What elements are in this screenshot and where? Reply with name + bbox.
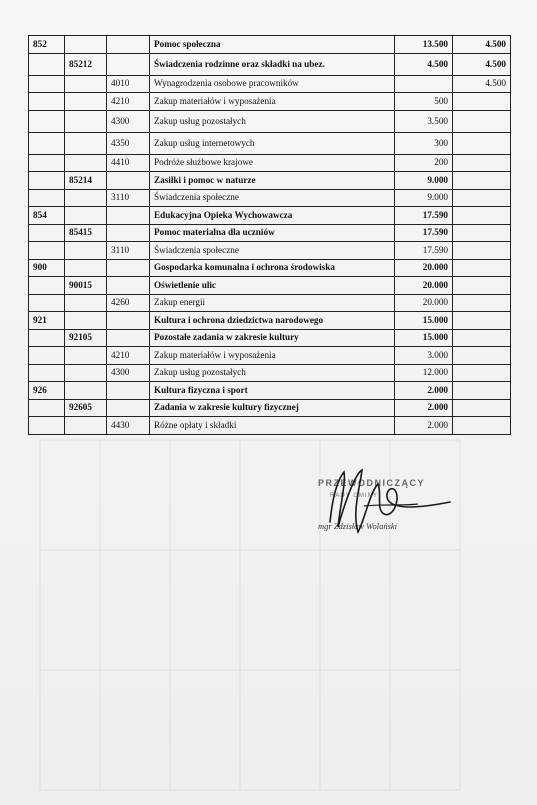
col-nazwa: Kultura i ochrona dziedzictwa narodowego xyxy=(150,312,395,330)
table-row xyxy=(29,224,511,242)
col-kwota-2 xyxy=(453,154,511,172)
col-rozdzial xyxy=(65,36,107,54)
col-paragraf: 4260 xyxy=(107,294,150,312)
col-paragraf xyxy=(107,399,150,417)
col-kwota-1: 17.590 xyxy=(395,207,453,225)
table-row xyxy=(29,259,511,277)
col-rozdzial xyxy=(65,207,107,225)
col-paragraf: 4430 xyxy=(107,417,150,435)
col-nazwa: Świadczenia rodzinne oraz składki na ubez. xyxy=(150,53,395,75)
col-rozdzial xyxy=(65,110,107,132)
stamp-title: PRZEWODNICZĄCY xyxy=(318,478,425,488)
col-dzial: 921 xyxy=(29,312,65,330)
stamp-name: mgr Zdzisław Wolański xyxy=(318,521,398,531)
col-paragraf xyxy=(107,53,150,75)
table-row xyxy=(29,417,511,435)
col-rozdzial xyxy=(65,347,107,365)
col-nazwa: Zakup usług internetowych xyxy=(150,132,395,154)
col-kwota-2 xyxy=(453,259,511,277)
col-kwota-2 xyxy=(453,347,511,365)
table-row xyxy=(29,347,511,365)
col-rozdzial xyxy=(65,294,107,312)
col-dzial: 900 xyxy=(29,259,65,277)
col-paragraf: 3110 xyxy=(107,242,150,260)
col-rozdzial xyxy=(65,364,107,382)
col-dzial xyxy=(29,110,65,132)
col-kwota-2 xyxy=(453,207,511,225)
col-dzial xyxy=(29,329,65,347)
col-paragraf: 4410 xyxy=(107,154,150,172)
col-kwota-2 xyxy=(453,132,511,154)
table-row xyxy=(29,329,511,347)
col-kwota-1: 9.000 xyxy=(395,189,453,207)
col-kwota-1: 15.000 xyxy=(395,329,453,347)
col-kwota-2 xyxy=(453,329,511,347)
col-nazwa: Zakup materiałów i wyposażenia xyxy=(150,93,395,111)
col-kwota-2 xyxy=(453,417,511,435)
col-kwota-2 xyxy=(453,93,511,111)
col-kwota-2 xyxy=(453,110,511,132)
col-paragraf: 4210 xyxy=(107,93,150,111)
col-kwota-1: 20.000 xyxy=(395,259,453,277)
col-kwota-1: 20.000 xyxy=(395,277,453,295)
table-row xyxy=(29,53,511,75)
col-dzial xyxy=(29,172,65,190)
col-rozdzial xyxy=(65,382,107,400)
col-kwota-1: 9.000 xyxy=(395,172,453,190)
col-kwota-1: 13.500 xyxy=(395,36,453,54)
col-nazwa: Pozostałe zadania w zakresie kultury xyxy=(150,329,395,347)
col-nazwa: Różne opłaty i składki xyxy=(150,417,395,435)
col-nazwa: Pomoc materialna dla uczniów xyxy=(150,224,395,242)
col-nazwa: Zakup usług pozostałych xyxy=(150,364,395,382)
col-kwota-1: 17.590 xyxy=(395,224,453,242)
col-nazwa: Wynagrodzenia osobowe pracowników xyxy=(150,75,395,93)
table-row xyxy=(29,110,511,132)
col-kwota-2 xyxy=(453,364,511,382)
col-kwota-1: 3.000 xyxy=(395,347,453,365)
col-kwota-2 xyxy=(453,224,511,242)
col-paragraf xyxy=(107,329,150,347)
col-kwota-1: 4.500 xyxy=(395,53,453,75)
col-rozdzial: 85415 xyxy=(65,224,107,242)
col-dzial xyxy=(29,417,65,435)
col-paragraf xyxy=(107,259,150,277)
col-dzial xyxy=(29,364,65,382)
col-dzial xyxy=(29,154,65,172)
col-paragraf: 4010 xyxy=(107,75,150,93)
col-kwota-2 xyxy=(453,312,511,330)
col-kwota-2 xyxy=(453,189,511,207)
col-paragraf: 4350 xyxy=(107,132,150,154)
col-dzial xyxy=(29,189,65,207)
table-row xyxy=(29,132,511,154)
table-row xyxy=(29,364,511,382)
col-rozdzial: 90015 xyxy=(65,277,107,295)
col-kwota-1: 2.000 xyxy=(395,382,453,400)
col-rozdzial: 85214 xyxy=(65,172,107,190)
col-rozdzial: 85212 xyxy=(65,53,107,75)
col-kwota-2 xyxy=(453,242,511,260)
col-paragraf: 3110 xyxy=(107,189,150,207)
col-kwota-2 xyxy=(453,294,511,312)
col-kwota-1: 15.000 xyxy=(395,312,453,330)
col-dzial: 926 xyxy=(29,382,65,400)
col-paragraf: 4300 xyxy=(107,110,150,132)
col-rozdzial xyxy=(65,417,107,435)
col-dzial xyxy=(29,132,65,154)
col-kwota-1: 2.000 xyxy=(395,399,453,417)
table-row xyxy=(29,312,511,330)
col-kwota-2: 4.500 xyxy=(453,36,511,54)
col-kwota-1: 200 xyxy=(395,154,453,172)
col-kwota-1: 20.000 xyxy=(395,294,453,312)
col-kwota-2 xyxy=(453,382,511,400)
col-kwota-2: 4.500 xyxy=(453,75,511,93)
col-nazwa: Zakup materiałów i wyposażenia xyxy=(150,347,395,365)
col-rozdzial xyxy=(65,132,107,154)
col-nazwa: Oświetlenie ulic xyxy=(150,277,395,295)
col-paragraf xyxy=(107,382,150,400)
col-nazwa: Świadczenia społeczne xyxy=(150,189,395,207)
table-row xyxy=(29,207,511,225)
table-row xyxy=(29,399,511,417)
table-row xyxy=(29,189,511,207)
col-dzial xyxy=(29,277,65,295)
col-rozdzial xyxy=(65,189,107,207)
col-rozdzial xyxy=(65,93,107,111)
col-paragraf xyxy=(107,224,150,242)
table-row xyxy=(29,75,511,93)
col-nazwa: Kultura fizyczna i sport xyxy=(150,382,395,400)
col-nazwa: Zasiłki i pomoc w naturze xyxy=(150,172,395,190)
col-kwota-1: 2.000 xyxy=(395,417,453,435)
col-dzial xyxy=(29,75,65,93)
col-nazwa: Świadczenia społeczne xyxy=(150,242,395,260)
col-paragraf xyxy=(107,207,150,225)
col-kwota-2 xyxy=(453,172,511,190)
col-rozdzial xyxy=(65,242,107,260)
col-rozdzial: 92105 xyxy=(65,329,107,347)
col-nazwa: Zadania w zakresie kultury fizycznej xyxy=(150,399,395,417)
col-rozdzial: 92605 xyxy=(65,399,107,417)
col-paragraf: 4300 xyxy=(107,364,150,382)
table-row xyxy=(29,294,511,312)
col-rozdzial xyxy=(65,312,107,330)
col-kwota-1: 500 xyxy=(395,93,453,111)
budget-table xyxy=(28,35,511,435)
table-row xyxy=(29,382,511,400)
col-dzial xyxy=(29,224,65,242)
col-paragraf xyxy=(107,277,150,295)
col-dzial xyxy=(29,294,65,312)
table-row xyxy=(29,172,511,190)
col-kwota-1: 12.000 xyxy=(395,364,453,382)
budget-table-body xyxy=(29,36,511,435)
col-rozdzial xyxy=(65,259,107,277)
col-kwota-1 xyxy=(395,75,453,93)
col-dzial xyxy=(29,53,65,75)
col-kwota-2 xyxy=(453,277,511,295)
col-rozdzial xyxy=(65,75,107,93)
col-paragraf xyxy=(107,172,150,190)
col-kwota-2 xyxy=(453,399,511,417)
col-nazwa: Pomoc społeczna xyxy=(150,36,395,54)
table-row xyxy=(29,93,511,111)
col-dzial xyxy=(29,347,65,365)
col-nazwa: Zakup energii xyxy=(150,294,395,312)
handwritten-signature xyxy=(300,462,470,542)
col-kwota-2: 4.500 xyxy=(453,53,511,75)
stamp-subtitle: RADY GMINY xyxy=(330,493,378,499)
col-nazwa: Podróże służbowe krajowe xyxy=(150,154,395,172)
col-dzial: 852 xyxy=(29,36,65,54)
table-row xyxy=(29,277,511,295)
table-row xyxy=(29,36,511,54)
table-row xyxy=(29,154,511,172)
col-rozdzial xyxy=(65,154,107,172)
col-dzial: 854 xyxy=(29,207,65,225)
col-paragraf: 4210 xyxy=(107,347,150,365)
col-nazwa: Gospodarka komunalna i ochrona środowiska xyxy=(150,259,395,277)
col-kwota-1: 17.590 xyxy=(395,242,453,260)
col-dzial xyxy=(29,399,65,417)
col-nazwa: Zakup usług pozostałych xyxy=(150,110,395,132)
col-nazwa: Edukacyjna Opieka Wychowawcza xyxy=(150,207,395,225)
col-paragraf xyxy=(107,36,150,54)
table-row xyxy=(29,242,511,260)
col-paragraf xyxy=(107,312,150,330)
col-kwota-1: 300 xyxy=(395,132,453,154)
col-kwota-1: 3.500 xyxy=(395,110,453,132)
col-dzial xyxy=(29,242,65,260)
col-dzial xyxy=(29,93,65,111)
